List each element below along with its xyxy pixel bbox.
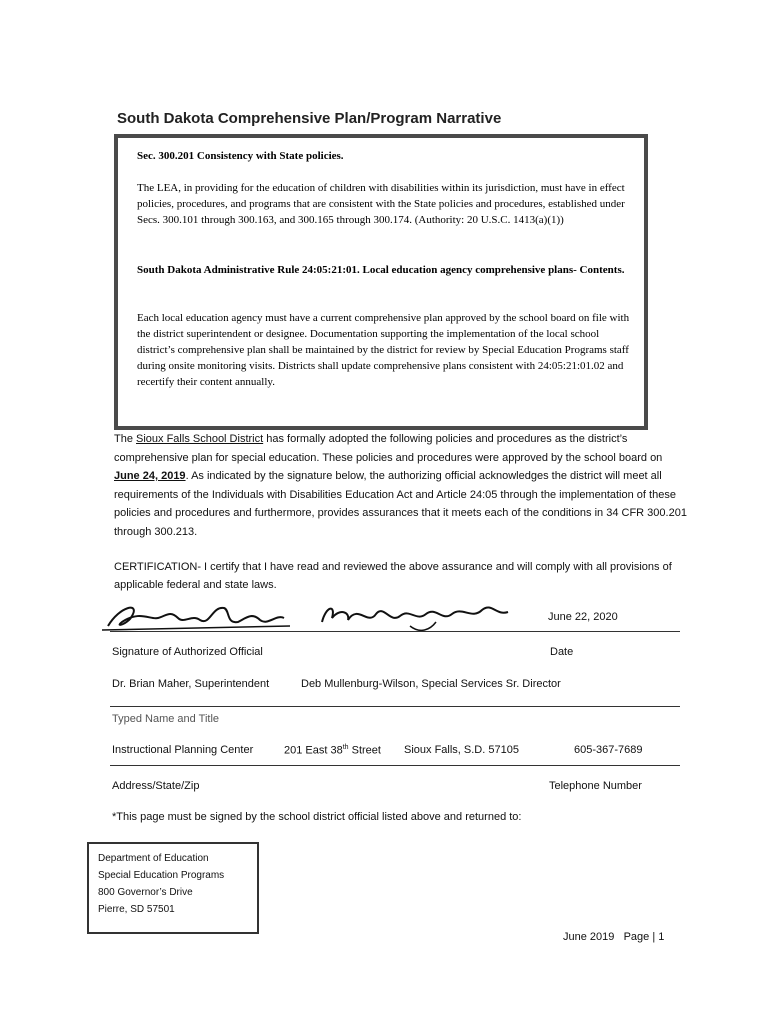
director-name: Deb Mullenburg-Wilson, Special Services Sr. Director — [301, 678, 561, 690]
footer-date: June 2019 — [563, 931, 615, 943]
adoption-suffix: . As indicated by the signature below, the authorizing official acknowledges the district will meet all requirements of the Individuals with Disabilities Education Act and Article 24:05 through the implementation of these policies and procedures and furthermore, provides assurances that it meets each of the conditions in 34 CFR 300.201 through 300.213. — [114, 470, 687, 538]
street-suffix: Street — [348, 744, 381, 757]
address-line-2: Special Education Programs — [98, 870, 225, 881]
adoption-prefix: The — [114, 433, 137, 445]
district-name: Sioux Falls School District — [136, 433, 264, 445]
telephone-label: Telephone Number — [549, 780, 642, 792]
address-line-1: Department of Education — [98, 853, 209, 864]
adoption-middle: has formally adopted the following policies and procedures as the district’s comprehensive plan for special education. These policies and procedures were approved by the school board on — [114, 433, 663, 464]
street-prefix: 201 East 38 — [284, 744, 343, 757]
section-heading: Sec. 300.201 Consistency with State policies. — [137, 150, 344, 162]
footer-page-label: Page — [623, 931, 650, 943]
street-address — [284, 744, 381, 757]
organization: Instructional Planning Center — [112, 744, 254, 756]
phone-number: 605-367-7689 — [574, 744, 643, 756]
address-line — [110, 765, 680, 766]
footer-page-number: 1 — [658, 931, 665, 943]
approval-date: June 24, 2019 — [114, 470, 186, 482]
return-address — [98, 850, 224, 918]
date-label: Date — [550, 646, 574, 658]
superintendent-name: Dr. Brian Maher, Superintendent — [112, 678, 270, 690]
policy-paragraph: The LEA, in providing for the education of children with disabilities within its jurisdiction, must have in effect policies, procedures, and programs that are consistent with the State policies and procedures, established under Secs. 300.101 through 300.163, and 300.165 through 300.174. (Authority: 20 U.S.C. 1413(a)(1)) — [137, 182, 625, 226]
return-note: *This page must be signed by the school district official listed above and returned to: — [112, 811, 522, 823]
page-title: South Dakota Comprehensive Plan/Program Narrative — [117, 110, 502, 127]
street-ordinal: th — [342, 744, 349, 751]
handwritten-signatures — [100, 596, 520, 636]
signature-date: June 22, 2020 — [548, 611, 618, 623]
sd-rule-heading: South Dakota Administrative Rule 24:05:21:01. Local education agency comprehensive plans- Contents. — [137, 264, 625, 276]
rule-paragraph: Each local education agency must have a current comprehensive plan approved by the school board on file with the district superintendent or designee. Documentation supporting the implementation of the local school district’s comprehensive plan shall be maintained by the district for review by Special Education Programs staff during onsite monitoring visits. Districts shall update comprehensive plans consistent with 24:05:21:01.02 and recertify their content annually. — [137, 312, 630, 388]
page-footer: June 2019 Page | 1 — [563, 931, 665, 943]
signature-line — [110, 631, 680, 632]
adoption-paragraph — [114, 430, 689, 541]
signature-label: Signature of Authorized Official — [112, 646, 263, 658]
certification-text: CERTIFICATION- I certify that I have read and reviewed the above assurance and will comply with all provisions of applicable federal and state laws. — [114, 561, 672, 591]
typed-name-label: Typed Name and Title — [112, 713, 220, 725]
address-line-4: Pierre, SD 57501 — [98, 904, 175, 915]
name-line — [110, 706, 680, 707]
address-label: Address/State/Zip — [112, 780, 200, 792]
city-state-zip: Sioux Falls, S.D. 57105 — [404, 744, 519, 756]
address-line-3: 800 Governor’s Drive — [98, 887, 193, 898]
